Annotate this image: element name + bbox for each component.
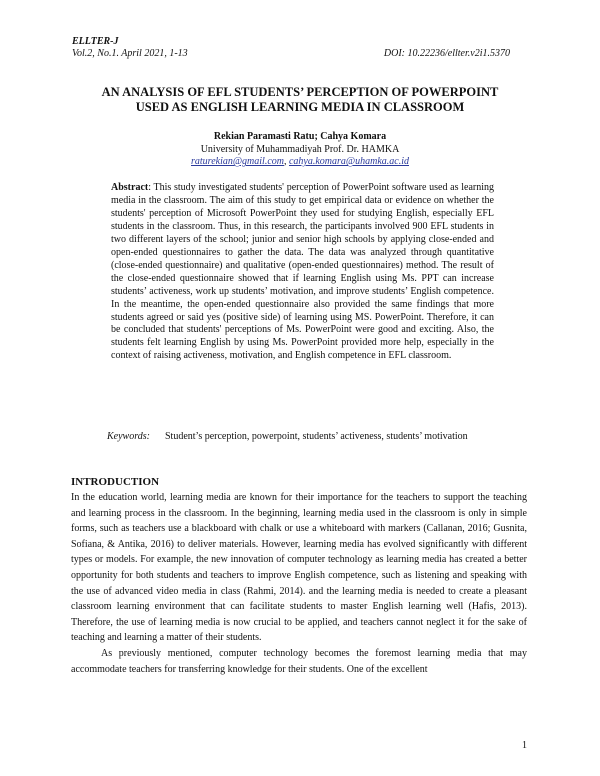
page-number: 1 [522,740,527,751]
introduction-body [71,490,527,677]
abstract-label: Abstract [111,182,149,193]
email-separator: , [283,156,287,168]
author-names: Rekian Paramasti Ratu; Cahya Komara [213,131,387,142]
paragraph-1: In the education world, learning media are known for their importance for the teachers to support the teaching and learning process in the classroom. In the beginning, learning media used in the classroom is only in simple forms, such as teachers use a blackboard with chalk or use a whiteboard with markers (Callanan, 2016; Gusnita, Sofiana, & Antika, 2016) to deliver materials. However, learning media has evolved significantly with different types or models. For example, the new innovation of computer technology as learning media has created a better opportunity for both students and teachers to improve English competence, such as listening and speaking with the use of advanced video media in class (Rahmi, 2014). and the learning media is needed to create a pleasant classroom learning environment that can facilitate students to master English learning well (Hafis, 2013). Therefore, the use of learning media is now crucial to be applied, and teachers cannot neglect it for the sake of teaching and learning a matter of their students. [71,492,527,644]
keywords-label: Keywords: [107,431,150,442]
title-line-1: AN ANALYSIS OF EFL STUDENTS’ PERCEPTION OF POWERPOINT [101,85,499,99]
paragraph-2: As previously mentioned, computer technology becomes the foremost learning media that may accommodate teachers for transferring knowledge for their students. One of the excellent [71,647,527,675]
title-line-2: USED AS ENGLISH LEARNING MEDIA IN CLASSROOM [135,100,465,114]
paper-title [70,85,530,115]
email-link-2[interactable]: cahya.komara@uhamka.ac.id [288,156,409,168]
journal-name: ELLTER-J [72,36,119,47]
affiliation: University of Muhammadiyah Prof. Dr. HAMKA [200,143,400,155]
keywords-text: Student’s perception, powerpoint, students’ activeness, students’ motivation [165,431,468,442]
abstract-text: : This study investigated students' perception of PowerPoint software used as learning media in the classroom. The aim of this study to get empirical data or evidence on whether the students' perception of Microsoft PowerPoint they used for studying English, especially EFL students in the classroom. Thus, in this research, the participants involved 900 EFL students in two different layers of the school; junior and senior high schools by applying close-ended and open-ended questionnaires to gather the data. The data was analyzed through quantitative (close-ended questionnaire) and qualitative (open-ended questionnaires) method. The result of the close-ended questionnaire showed that if learning English using Ms. PPT can increase students’ activeness, work up students’ motivation, and improve students’ English competence. In the meantime, the open-ended questionnaire also provided the same findings that more students agreed or said yes (positive side) of learning using MS. PowerPoint. Therefore, it can be concluded that students' perceptions of Ms. PowerPoint were good and exciting. Also, the students felt learning English by using Ms. PowerPoint provided more help, especially in the context of raising activeness, motivation, and English competence in EFL classroom. [111,182,494,362]
running-header [72,36,532,60]
introduction-heading: INTRODUCTION [71,476,160,488]
volume-info: Vol.2, No.1. April 2021, 1-13 [72,48,188,59]
email-link-1[interactable]: raturekian@gmail.com [191,156,284,168]
author-emails [100,156,500,169]
keywords [107,430,494,443]
abstract [111,182,494,363]
doi: DOI: 10.22236/ellter.v2i1.5370 [383,48,510,59]
volume-doi-row [72,48,510,60]
author-block [100,131,500,169]
